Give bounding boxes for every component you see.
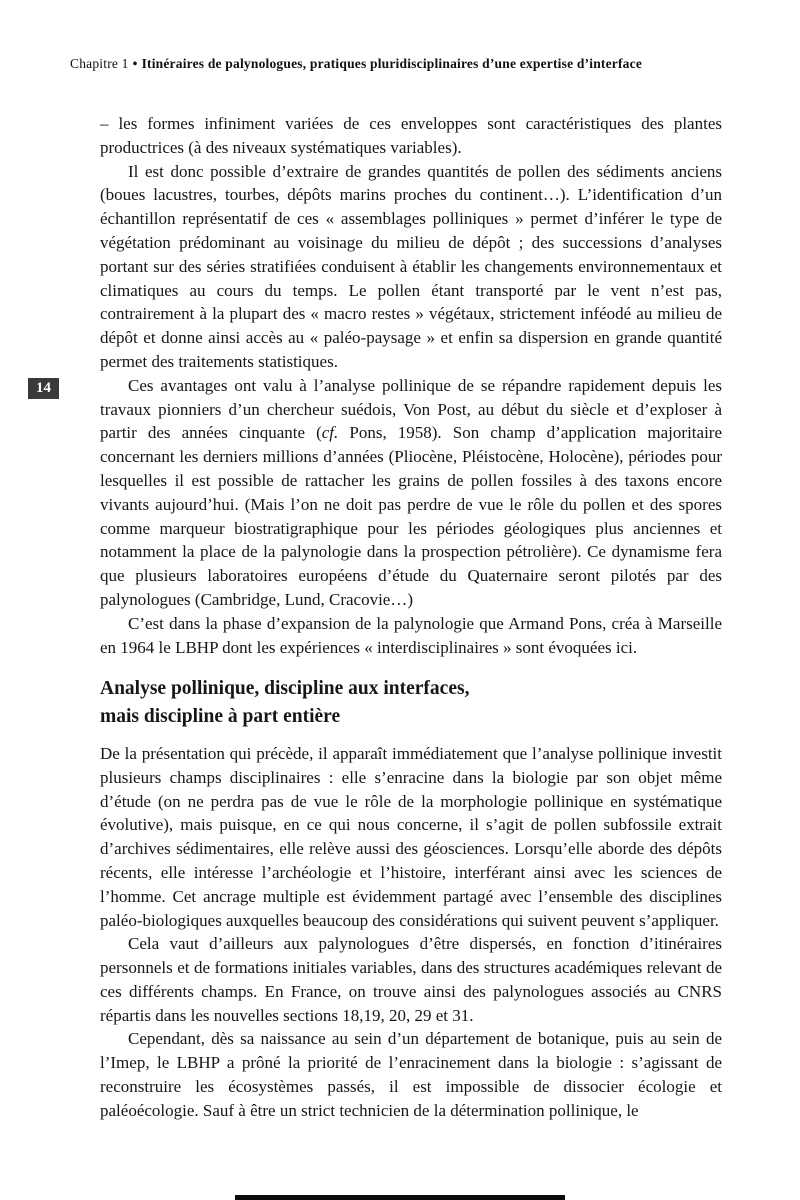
header-separator-bullet: • — [132, 56, 138, 71]
paragraph: Cependant, dès sa naissance au sein d’un département de botanique, puis au sein de l’Imep, le LBHP a prôné la priorité de l’enracinement dans la biologie : s’agissant de reconstruire les écosystèmes passés, il est impossible de dissocier écologie et paléoécologie. Sauf à être un strict technicien de la détermination pollinique, le — [100, 1029, 722, 1120]
page-body — [100, 112, 722, 1123]
paragraph: – les formes infiniment variées de ces enveloppes sont caractéristiques des plantes productrices (à des niveaux systématiques variables). — [100, 114, 722, 157]
paragraph: Il est donc possible d’extraire de grandes quantités de pollen des sédiments anciens (boues lacustres, tourbes, dépôts marins proches du continent…). L’identification d’un échantillon représentatif de ces « assemblages polliniques » permet d’inférer le type de végétation prédominant au voisinage du milieu de dépôt ; des successions d’analyses portant sur des séries stratifiées conduisent à établir les changements environnementaux et climatiques au cours du temps. Le pollen étant transporté par le vent n’est pas, contrairement à la plupart des « macro restes » végétaux, strictement inféodé au milieu de dépôt et donne ainsi accès au « paléo-paysage » et enfin sa dispersion en grande quantité permet des traitements statistiques. — [100, 161, 722, 371]
section-heading: Analyse pollinique, discipline aux interfaces, mais discipline à part entière — [100, 678, 470, 727]
paragraph: De la présentation qui précède, il apparaît immédiatement que l’analyse pollinique investit plusieurs champs disciplinaires : elle s’enracine dans la biologie par son objet même d’étude (on ne perdra pas de vue le rôle de la morphologie pollinique en systématique évolutive), mais puisque, en ce qui nous concerne, il s’agit de pollen subfossile extrait d’archives sédimentaires, elle relève aussi des géosciences. Lorsqu’elle aborde des dépôts récents, elle intéresse l’archéologie et l’histoire, interférant ainsi avec les sciences de l’homme. Cet ancrage multiple est évidemment partagé avec l’ensemble des disciplines paléo-biologiques auxquelles beaucoup des considérations qui suivent peuvent s’appliquer. — [100, 743, 722, 930]
paragraph: Cela vaut d’ailleurs aux palynologues d’être dispersés, en fonction d’itinéraires personnels et de formations initiales variables, dans des structures académiques relevant de ces différents champs. En France, on trouve ainsi des palynologues associés au CNRS répartis dans les nouvelles sections 18,19, 20, 29 et 31. — [100, 934, 722, 1025]
chapter-title: Itinéraires de palynologues, pratiques pluridisciplinaires d’une expertise d’interface — [141, 56, 643, 71]
running-header — [70, 56, 730, 72]
paragraph: C’est dans la phase d’expansion de la palynologie que Armand Pons, créa à Marseille en 1964 le LBHP dont les expériences « interdisciplinaires » sont évoquées ici. — [100, 613, 722, 657]
bottom-edge-bar — [235, 1195, 565, 1200]
page-number-badge: 14 — [28, 378, 59, 399]
paragraph: Ces avantages ont valu à l’analyse pollinique de se répandre rapidement depuis les travaux pionniers d’un chercheur suédois, Von Post, au début du siècle et d’exploser à partir des années cinquante (cf. Pons, 1958). Son champ d’application majoritaire concernant les derniers millions d’années (Pliocène, Pléistocène, Holocène), périodes pour lesquelles il est possible de rattacher les grains de pollen fossiles à des taxons encore vivants aujourd’hui. (Mais l’on ne doit pas perdre de vue le rôle du pollen et des spores comme marqueur biostratigraphique pour les périodes géologiques plus anciennes et notamment la place de la palynologie dans la prospection pétrolière). Ce dynamisme fera que plusieurs laboratoires européens d’étude du Quaternaire seront pilotés par des palynologues (Cambridge, Lund, Cracovie…) — [100, 375, 722, 609]
chapter-label: Chapitre 1 — [70, 56, 129, 71]
